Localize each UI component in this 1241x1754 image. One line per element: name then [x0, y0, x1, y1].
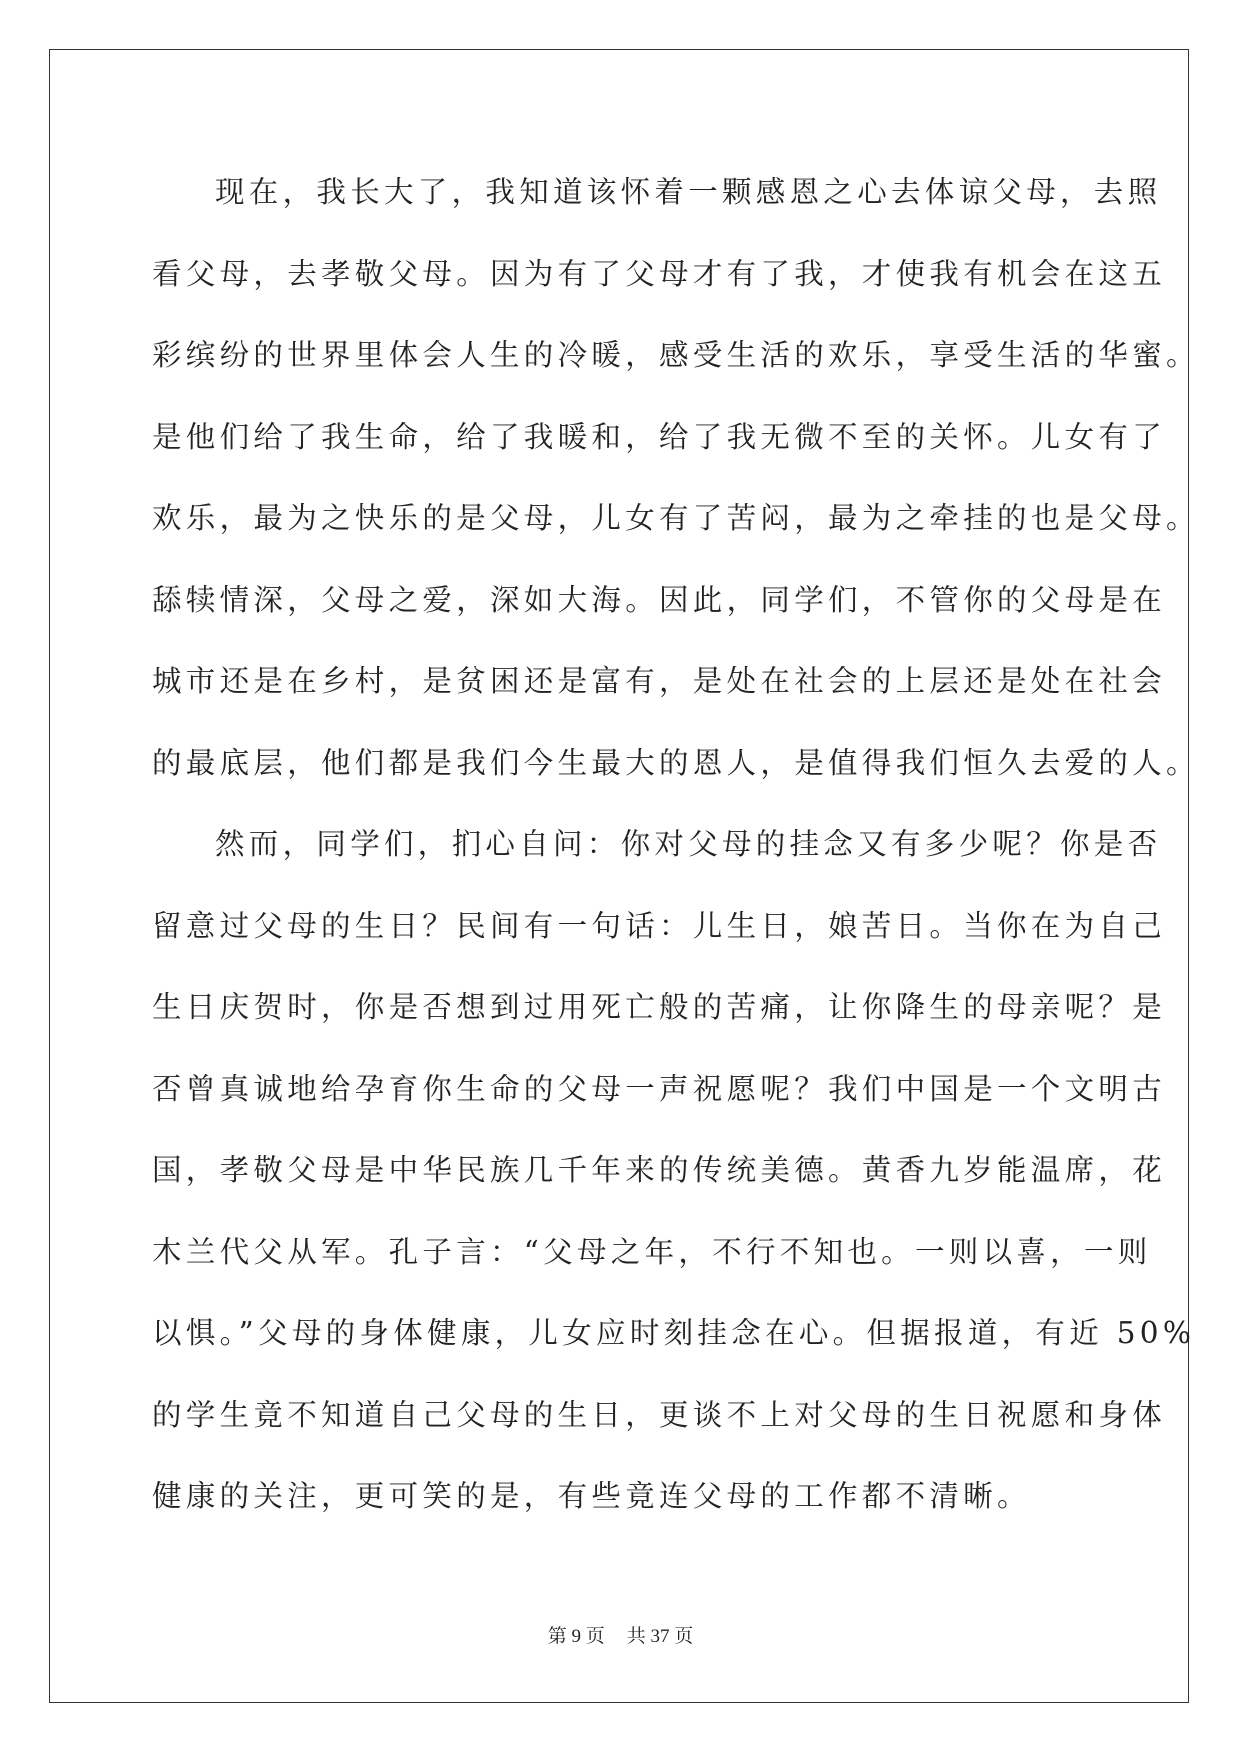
document-body — [152, 167, 1200, 1553]
text-line: 现在，我长大了，我知道该怀着一颗感恩之心去体谅父母，去照 — [215, 175, 1162, 209]
text-line: 彩缤纷的世界里体会人生的冷暖，感受生活的欢乐，享受生活的华蜜。 — [152, 338, 1200, 372]
text-line: 是他们给了我生命，给了我暖和，给了我无微不至的关怀。儿女有了 — [152, 419, 1167, 454]
text-line: 欢乐，最为之快乐的是父母，儿女有了苦闷，最为之牵挂的也是父母。 — [152, 501, 1200, 535]
text-line: 留意过父母的生日？民间有一句话：儿生日，娘苦日。当你在为自己 — [152, 908, 1167, 943]
text-line: 以惧。”父母的身体健康，儿女应时刻挂念在心。但据报道，有近 50% — [152, 1316, 1196, 1350]
text-line: 然而，同学们，扪心自问：你对父母的挂念又有多少呢？你是否 — [215, 827, 1162, 861]
page-total: 共 37 页 — [626, 1626, 694, 1647]
page-number: 第 9 页 — [547, 1626, 605, 1647]
text-line: 看父母，去孝敬父母。因为有了父母才有了我，才使我有机会在这五 — [152, 256, 1167, 291]
text-line: 健康的关注，更可笑的是，有些竟连父母的工作都不清晰。 — [152, 1479, 1031, 1513]
text-line: 国，孝敬父母是中华民族几千年来的传统美德。黄香九岁能温席，花 — [152, 1153, 1167, 1187]
text-line: 舔犊情深，父母之爱，深如大海。因此，同学们，不管你的父母是在 — [152, 582, 1167, 617]
page-footer — [0, 1625, 1241, 1649]
text-line: 木兰代父从军。孔子言：“父母之年，不行不知也。一则以喜，一则 — [152, 1234, 1152, 1269]
text-line: 的学生竟不知道自己父母的生日，更谈不上对父母的生日祝愿和身体 — [152, 1397, 1167, 1432]
text-line: 生日庆贺时，你是否想到过用死亡般的苦痛，让你降生的母亲呢？是 — [152, 990, 1167, 1024]
text-line: 的最底层，他们都是我们今生最大的恩人，是值得我们恒久去爱的人。 — [152, 745, 1200, 780]
text-line: 城市还是在乡村，是贫困还是富有，是处在社会的上层还是处在社会 — [152, 664, 1167, 698]
text-line: 否曾真诚地给孕育你生命的父母一声祝愿呢？我们中国是一个文明古 — [152, 1071, 1167, 1106]
